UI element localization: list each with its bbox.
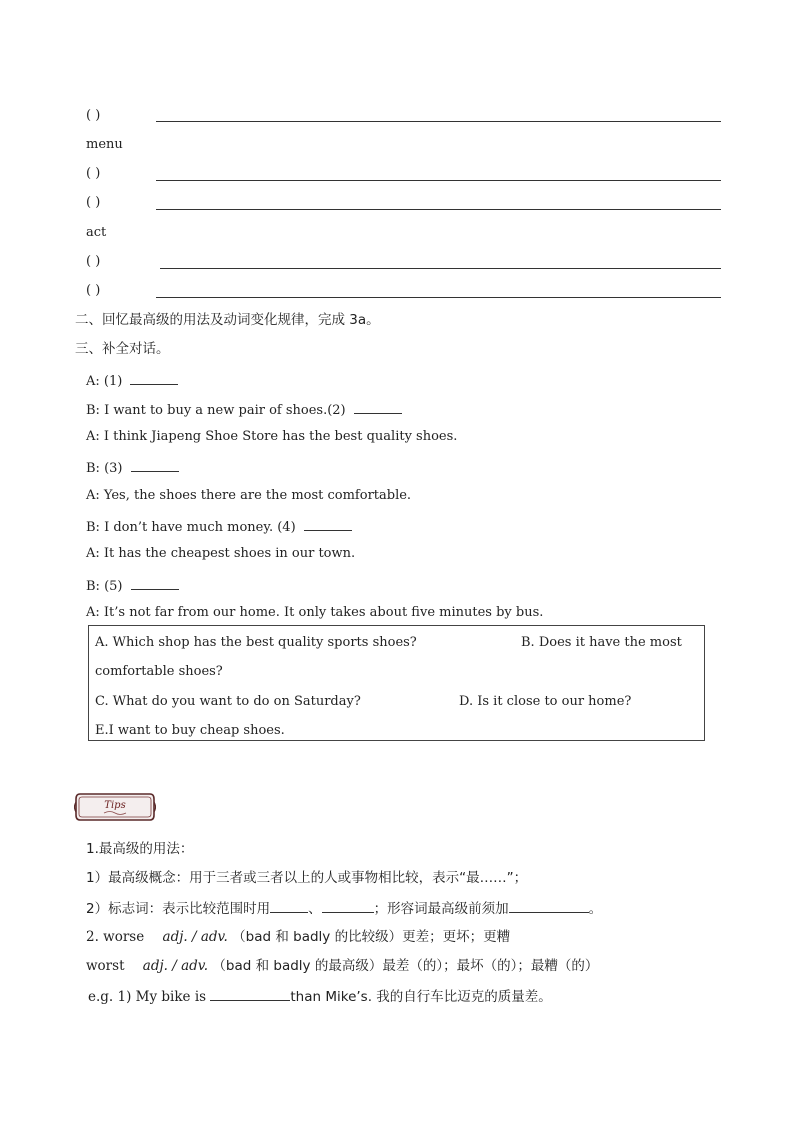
dialogue-text: B: I don’t have much money. (4) (86, 520, 296, 535)
example-text: than Mike’s. 我的自行车比迈克的质量差。 (290, 989, 552, 1005)
vocab-definition: （bad 和 badly 的比较级）更差；更坏；更糟 (232, 929, 511, 945)
answer-underline[interactable] (156, 121, 721, 122)
blank-3[interactable] (131, 458, 179, 472)
answer-underline[interactable] (156, 297, 721, 298)
dialogue-text: A: (1) (86, 374, 123, 389)
blank-article[interactable] (509, 899, 589, 913)
part-of-speech: adj. / adv. (142, 958, 209, 974)
answer-paren: ( ) (86, 195, 101, 210)
dialogue-text: A: I think Jiapeng Shoe Store has the best quality shoes. (86, 429, 458, 444)
word-menu: menu (86, 137, 123, 152)
answer-underline[interactable] (156, 180, 721, 181)
vocab-definition: （bad 和 badly 的最高级）最差（的）；最坏（的）；最糟（的） (212, 958, 599, 974)
note-text: 2）标志词：表示比较范围时用 (86, 901, 271, 917)
dialogue-line (86, 488, 411, 504)
dialogue-line (86, 517, 352, 536)
answer-paren: ( ) (86, 108, 101, 123)
note-2-worse (86, 928, 510, 946)
dialogue-text: A: It’s not far from our home. It only takes about five minutes by bus. (86, 605, 544, 620)
blank-2[interactable] (354, 400, 402, 414)
blank-5[interactable] (131, 576, 179, 590)
answer-paren: ( ) (86, 254, 101, 269)
option-b-continued: comfortable shoes? (95, 664, 223, 679)
word-act: act (86, 225, 107, 240)
section-2-heading: 二、回忆最高级的用法及动词变化规律，完成 3a。 (75, 312, 380, 328)
blank-example[interactable] (210, 987, 290, 1001)
option-b: B. Does it have the most (521, 635, 682, 650)
option-c: C. What do you want to do on Saturday? (95, 694, 361, 709)
answer-underline[interactable] (156, 209, 721, 210)
dialogue-line (86, 576, 179, 595)
note-text: ；形容词最高级前须加 (373, 901, 509, 917)
dialogue-text: A: Yes, the shoes there are the most comfortable. (86, 488, 412, 503)
note-1-heading: 1.最高级的用法： (86, 841, 194, 857)
answer-paren: ( ) (86, 166, 101, 181)
option-e: E.I want to buy cheap shoes. (95, 723, 285, 738)
tips-badge-icon (74, 790, 156, 824)
note-text: 。 (588, 901, 603, 917)
option-a: A. Which shop has the best quality sports shoes? (95, 635, 417, 650)
dialogue-line (86, 429, 457, 445)
note-3-worst (86, 957, 598, 975)
dialogue-line (86, 400, 402, 419)
example-sentence (88, 987, 552, 1006)
vocab-word: worst (86, 958, 125, 974)
blank-4[interactable] (304, 517, 352, 531)
answer-paren: ( ) (86, 283, 101, 298)
note-1-markers (86, 899, 602, 918)
blank-range-1[interactable] (270, 899, 308, 913)
dialogue-line (86, 546, 355, 562)
dialogue-text: A: It has the cheapest shoes in our town. (86, 546, 356, 561)
tips-label: Tips (104, 800, 126, 811)
option-d: D. Is it close to our home? (459, 694, 632, 709)
answer-underline[interactable] (160, 268, 721, 269)
note-1-concept: 1）最高级概念：用于三者或三者以上的人或事物相比较，表示“最……”； (86, 870, 528, 886)
dialogue-line (86, 371, 178, 390)
note-text: 、 (308, 901, 322, 917)
dialogue-line (86, 458, 179, 477)
dialogue-text: B: (3) (86, 461, 123, 476)
blank-range-2[interactable] (322, 899, 374, 913)
blank-1[interactable] (130, 371, 178, 385)
dialogue-text: B: I want to buy a new pair of shoes.(2) (86, 403, 346, 418)
vocab-word: 2. worse (86, 929, 145, 945)
section-3-heading: 三、补全对话。 (75, 341, 170, 357)
example-text: e.g. 1) My bike is (88, 989, 207, 1005)
dialogue-text: B: (5) (86, 579, 123, 594)
part-of-speech: adj. / adv. (162, 929, 228, 945)
dialogue-line (86, 605, 543, 621)
